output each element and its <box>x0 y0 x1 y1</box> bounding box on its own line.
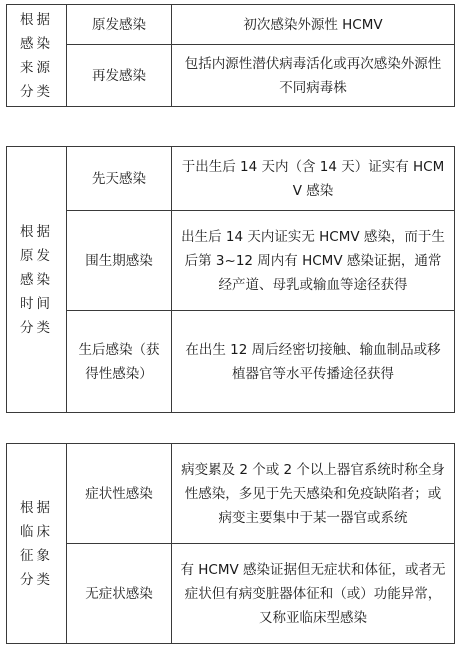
description-cell: 病变累及 2 个或 2 个以上器官系统时称全身性感染，多见于先天感染和免疫缺陷者；或病变主要集中于某一器官或系统 <box>172 444 455 544</box>
type-cell: 无症状感染 <box>67 544 172 644</box>
category-cell: 根据原发感染时间分类 <box>7 147 67 413</box>
description-cell: 初次感染外源性 HCMV <box>172 5 455 45</box>
classification-table-clinical-signs <box>6 443 455 644</box>
type-cell: 原发感染 <box>67 5 172 45</box>
description-cell: 有 HCMV 感染证据但无症状和体征，或者无症状但有病变脏器体征和（或）功能异常，又称亚临床型感染 <box>172 544 455 644</box>
type-cell: 生后感染（获得性感染） <box>67 311 172 413</box>
table-row <box>7 211 455 311</box>
table-row <box>7 45 455 107</box>
category-cell: 根据临床征象分类 <box>7 444 67 644</box>
description-cell: 于出生后 14 天内（含 14 天）证实有 HCMV 感染 <box>172 147 455 211</box>
category-cell: 根据感染来源分类 <box>7 5 67 107</box>
table-row <box>7 544 455 644</box>
table-row <box>7 444 455 544</box>
type-cell: 先天感染 <box>67 147 172 211</box>
table-row <box>7 311 455 413</box>
type-cell: 再发感染 <box>67 45 172 107</box>
type-cell: 症状性感染 <box>67 444 172 544</box>
table-row <box>7 147 455 211</box>
description-cell: 在出生 12 周后经密切接触、输血制品或移植器官等水平传播途径获得 <box>172 311 455 413</box>
table-row <box>7 5 455 45</box>
classification-table-source <box>6 4 455 107</box>
type-cell: 围生期感染 <box>67 211 172 311</box>
description-cell: 包括内源性潜伏病毒活化或再次感染外源性不同病毒株 <box>172 45 455 107</box>
classification-table-primary-infection-time <box>6 146 455 413</box>
description-cell: 出生后 14 天内证实无 HCMV 感染，而于生后第 3~12 周内有 HCMV 感染证据，通常经产道、母乳或输血等途径获得 <box>172 211 455 311</box>
